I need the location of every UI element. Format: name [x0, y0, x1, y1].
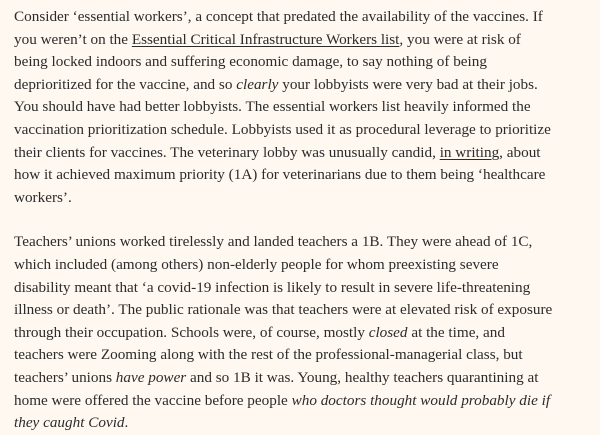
- paragraph-1: [14, 6, 598, 209]
- text-run: teachers’ unions: [14, 368, 116, 386]
- emphasis-text: who doctors thought would probably die if: [291, 391, 551, 409]
- text-run: .: [124, 414, 129, 432]
- text-line: [14, 119, 598, 142]
- text-line: [14, 412, 598, 435]
- text-line: [14, 231, 598, 254]
- text-run: teachers were Zooming along with the rest of the professional-managerial class, but: [14, 346, 523, 364]
- text-run: at the time, and: [407, 323, 505, 341]
- text-run: how it achieved maximum priority (1A) for veterinarians due to them being ‘healthcare: [14, 166, 546, 184]
- text-line: [14, 187, 598, 210]
- text-run: You should have had better lobbyists. The essential workers list heavily informed the: [14, 98, 531, 116]
- text-run: deprioritized for the vaccine, and so: [14, 75, 237, 93]
- text-line: [14, 254, 598, 277]
- text-run: illness or death’. The public rationale was that teachers were at elevated risk of exposure: [14, 301, 553, 319]
- emphasis-text: have power: [115, 368, 187, 386]
- text-run: your lobbyists were very bad at their jobs.: [278, 75, 538, 93]
- article-body: [14, 6, 598, 435]
- text-run: you weren’t on the: [14, 30, 132, 48]
- text-run: through their occupation. Schools were, of course, mostly: [14, 323, 369, 341]
- paragraph-2: [14, 231, 598, 434]
- text-line: [14, 367, 598, 390]
- text-line: [14, 322, 598, 345]
- emphasis-text: clearly: [236, 75, 279, 93]
- inline-link[interactable]: Essential Critical Infrastructure Workers list: [131, 30, 400, 48]
- emphasis-text: closed: [368, 323, 408, 341]
- text-run: , about: [499, 143, 541, 161]
- text-run: and so 1B it was. Young, healthy teachers quarantining at: [186, 368, 539, 386]
- text-line: [14, 6, 598, 29]
- text-line: [14, 164, 598, 187]
- text-line: [14, 277, 598, 300]
- text-line: [14, 344, 598, 367]
- text-run: Consider ‘essential workers’, a concept that predated the availability of the vaccines. If: [14, 8, 543, 25]
- text-run: , you were at risk of: [399, 30, 521, 48]
- inline-link[interactable]: in writing: [439, 143, 500, 161]
- emphasis-text: they caught Covid: [14, 414, 125, 432]
- text-line: [14, 142, 598, 165]
- text-line: [14, 29, 598, 52]
- text-run: which included (among others) non-elderly people for whom preexisting severe: [14, 255, 499, 273]
- text-line: [14, 96, 598, 119]
- text-run: workers’.: [14, 188, 72, 206]
- text-line: [14, 390, 598, 413]
- text-run: their clients for vaccines. The veterinary lobby was unusually candid,: [14, 143, 440, 161]
- text-line: [14, 299, 598, 322]
- paragraph-spacer: [14, 209, 598, 231]
- text-line: [14, 51, 598, 74]
- text-run: vaccination prioritization schedule. Lobbyists used it as procedural leverage to prioritize: [14, 120, 551, 138]
- text-line: [14, 74, 598, 97]
- text-run: being locked indoors and suffering economic damage, to say nothing of being: [14, 53, 487, 71]
- text-run: Teachers’ unions worked tirelessly and landed teachers a 1B. They were ahead of 1C,: [14, 233, 533, 251]
- text-run: home were offered the vaccine before people: [14, 391, 292, 409]
- text-run: disability meant that ‘a covid-19 infection is likely to result in severe life-threatening: [14, 278, 531, 296]
